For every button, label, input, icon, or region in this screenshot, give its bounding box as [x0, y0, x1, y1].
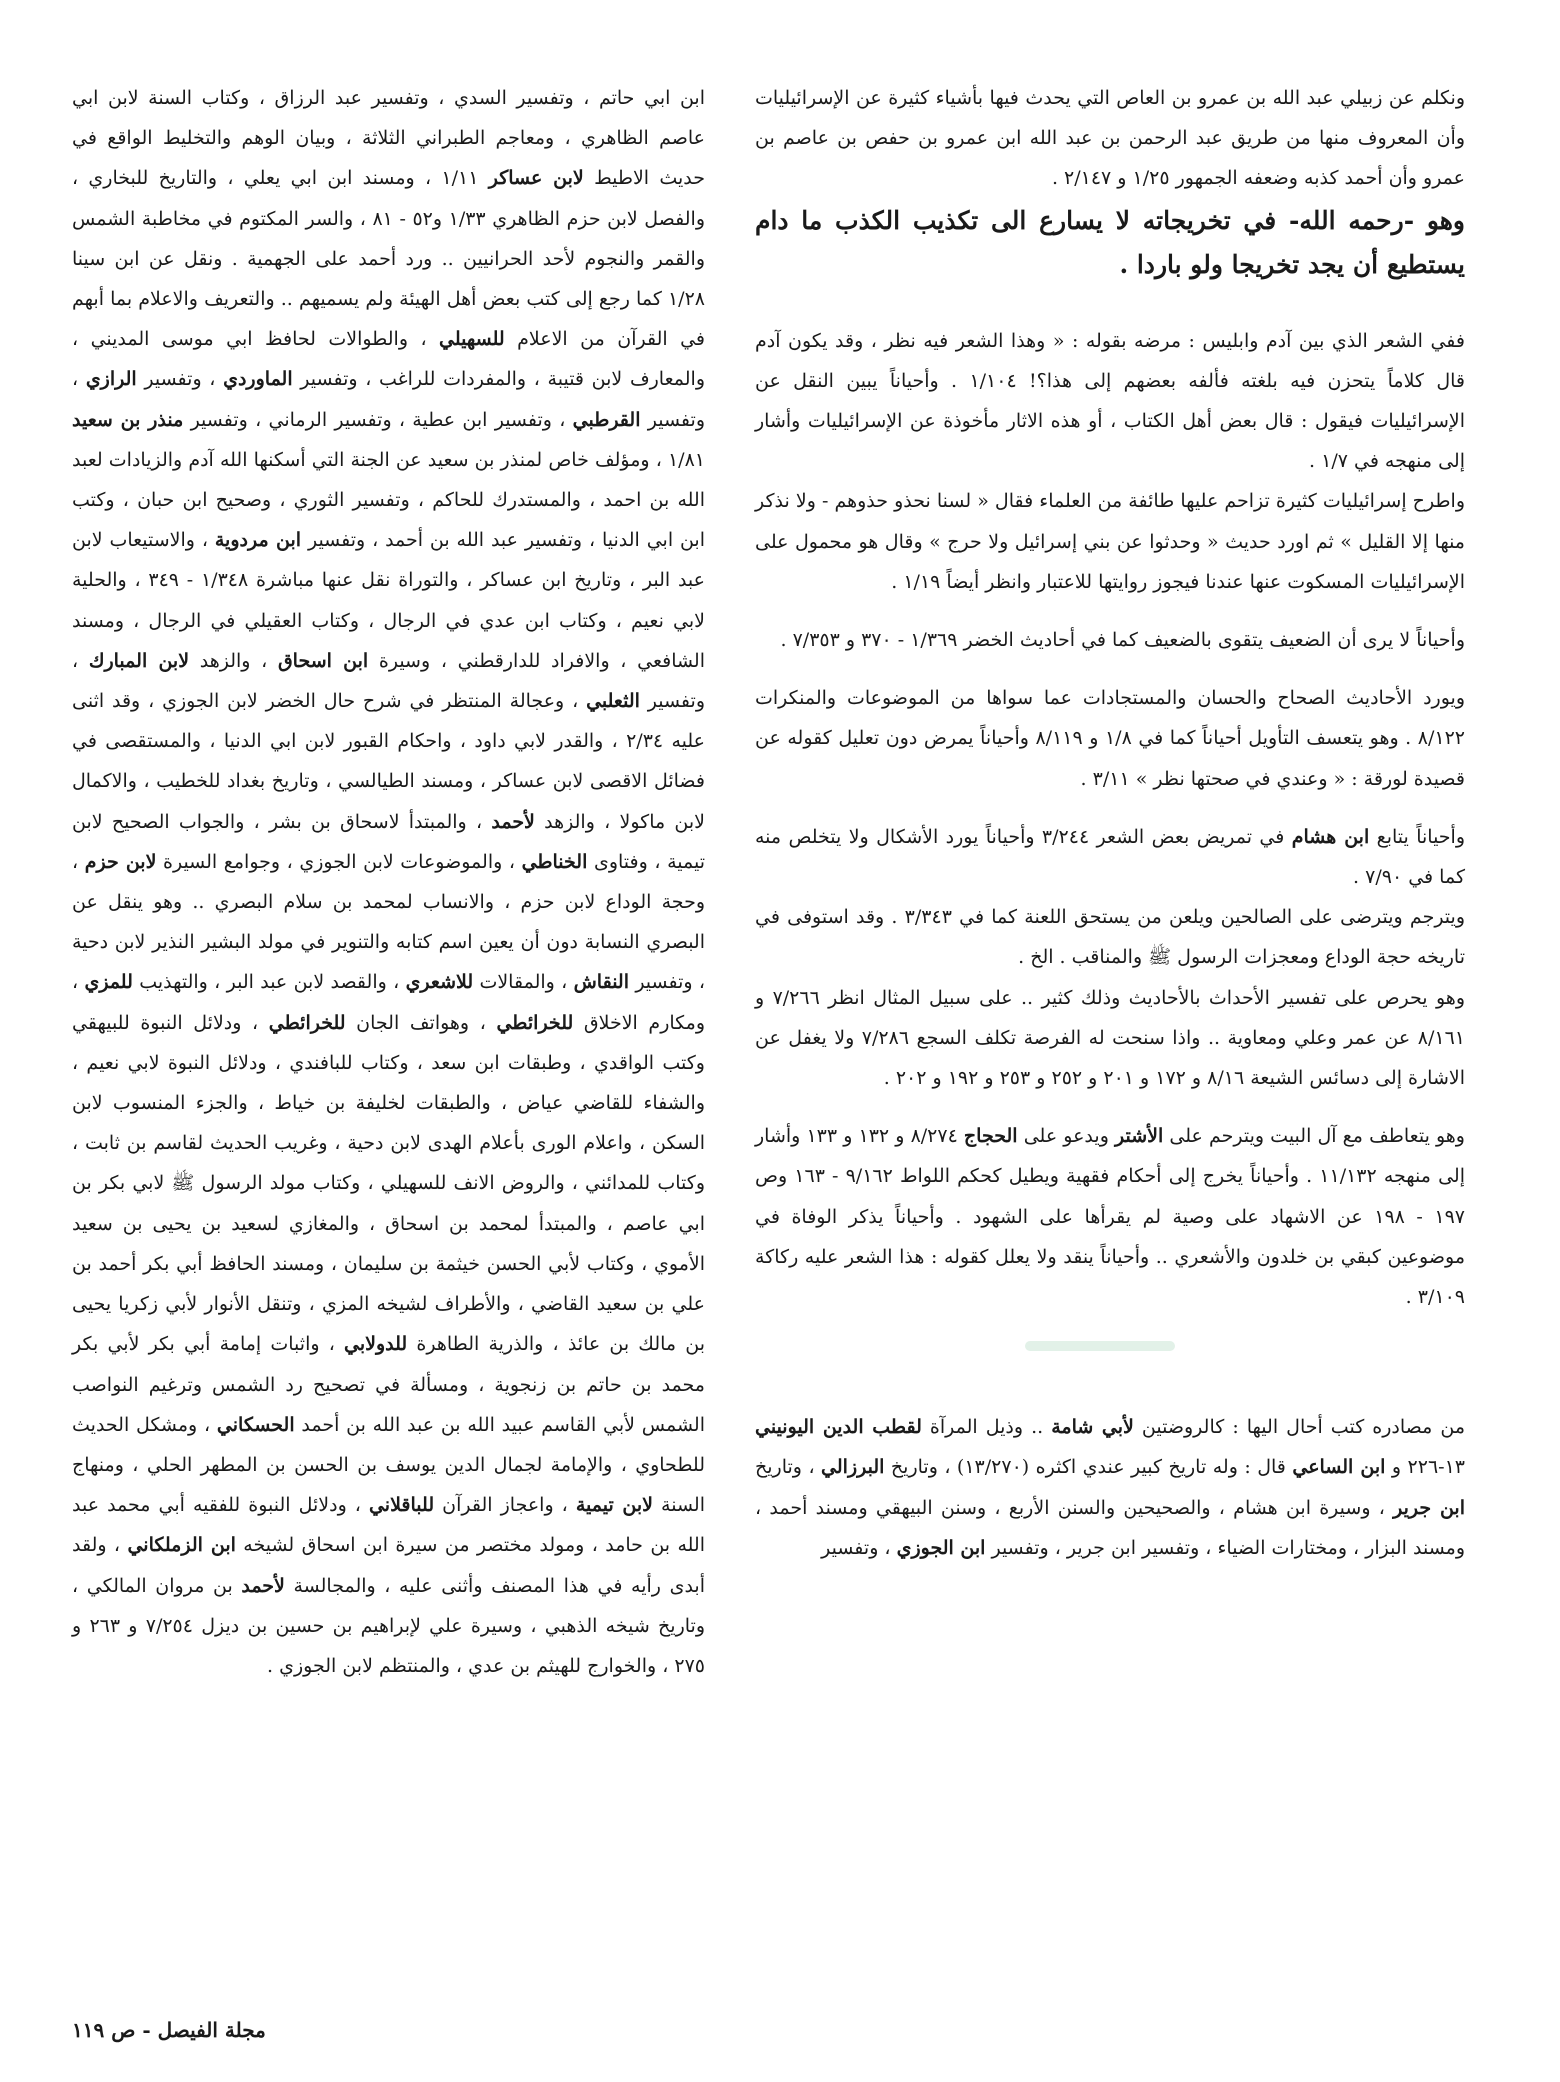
bold-name: الحسكاني	[216, 1413, 295, 1436]
bold-name: للدولابي	[344, 1333, 408, 1356]
spacer	[755, 602, 1465, 620]
bold-name: الرازي	[85, 368, 137, 391]
bold-name: منذر بن سعيد	[72, 408, 184, 431]
bold-name: الماوردي	[223, 368, 293, 391]
bold-name: ابن الساعي	[1292, 1456, 1386, 1479]
bold-name: للاشعري	[405, 971, 474, 994]
bold-name: لأبي شامة	[1051, 1416, 1134, 1439]
paragraph-adam-poetry: ففي الشعر الذي بين آدم وابليس : مرضه بقوله : « وهذا الشعر فيه نظر ، وقد يكون آدم قال كلاماً يتحزن فيه بلغته فألفه بعضهم إلى هذا؟! ١/١٠٤ . وأحياناً يبين النقل عن الإسرائيليات فيقول : قال بعض أهل الكتاب ، أو هذه الاثار مأخوذة عن الإسرائيليات وأشار إلى منهجه في ١/٧ .	[755, 329, 1465, 473]
paragraph-events: وهو يحرص على تفسير الأحداث بالأحاديث وذلك كثير .. على سبيل المثال انظر ٧/٢٦٦ و ٨/١٦١ عن عمر وعلي ومعاوية .. واذا سنحت له الفرصة تكلف السجع ٧/٢٨٦ ولا يغفل عن الاشارة إلى دسائس الشيعة ٨/١٦ و ١٧٢ و ٢٠١ و ٢٥٢ و ٢٥٣ و ١٩٢ و ٢٠٢ .	[755, 986, 1465, 1090]
spacer	[755, 660, 1465, 678]
bold-name: الأشتر	[1115, 1125, 1164, 1148]
bold-name: ابن جرير	[1393, 1496, 1465, 1519]
highlight-quote: وهو -رحمه الله- في تخريجاته لا يسارع الى تكذيب الكذب ما دام يستطيع أن يجد تخريجا ولو باردا .	[755, 205, 1465, 279]
spacer	[755, 1373, 1465, 1407]
bold-name: لأحمد	[491, 810, 535, 833]
spacer	[755, 1098, 1465, 1116]
page-footer: مجلة الفيصل - ص ١١٩	[72, 2018, 266, 2042]
paragraph-ahl-al-bayt: وهو يتعاطف مع آل البيت ويترحم على الأشتر ويدعو على الحجاج ٨/٢٧٤ و ١٣٢ و ١٣٣ وأشار إلى منهجه ١١/١٣٢ . وأحياناً يخرج إلى أحكام فقهية ويطيل كحكم اللواط ٩/١٦٢ - ١٦٣ وص ١٩٧ - ١٩٨ عن الاشهاد على وصية لم يقرأها على الشهود . وأحياناً يذكر الوفاة في موضوعين كبقي بن خلدون والأشعري .. وأحياناً ينقد ولا يعلل كقوله : هذا الشعر عليه ركاكة ٣/١٠٩ .	[755, 1125, 1466, 1309]
bold-name: للسهيلي	[439, 328, 505, 351]
spacer	[755, 799, 1465, 817]
bold-name: لأحمد	[241, 1574, 285, 1597]
paragraph-weak-hadith: وأحياناً لا يرى أن الضعيف يتقوى بالضعيف كما في أحاديث الخضر ١/٣٦٩ - ٣٧٠ و ٧/٣٥٣ .	[780, 629, 1465, 652]
spacer	[755, 287, 1465, 321]
bold-name: القرطبي	[572, 408, 641, 431]
bold-name: للخرائطي	[268, 1011, 346, 1034]
left-column	[72, 78, 705, 1686]
bold-name: ابن هشام	[1291, 825, 1370, 848]
right-column	[755, 78, 1465, 1568]
bold-name: للمزي	[84, 971, 133, 994]
paragraph-sahih-hadith: ويورد الأحاديث الصحاح والحسان والمستجادات عما سواها من الموضوعات والمنكرات ٨/١٢٢ . وهو يتعسف التأويل أحياناً كما في ١/٨ و ٨/١١٩ وأحياناً يمرض دون تعليل كقوله عن قصيدة لورقة : « وعندي في صحتها نظر » ٣/١١ .	[755, 687, 1466, 790]
bold-name: ابن اسحاق	[277, 649, 369, 672]
bold-name: النقاش	[573, 971, 629, 994]
bold-name: ابن مردوية	[214, 529, 302, 552]
faded-heading	[755, 1317, 1465, 1373]
bold-name: لابن تيمية	[575, 1494, 653, 1517]
faded-heading-mark	[1025, 1341, 1175, 1351]
bold-name: للباقلاني	[368, 1494, 435, 1517]
bold-name: للخرائطي	[496, 1011, 574, 1034]
bold-name: ابن الزملكاني	[127, 1534, 236, 1557]
paragraph-abdullah-ibn-amr: ونكلم عن زبيلي عبد الله بن عمرو بن العاص التي يحدث فيها بأشياء كثيرة عن الإسرائيليات وأن المعروف منها من طريق عبد الرحمن بن عبد الله ابن عمرو بن حفص بن عاصم بن عمرو وأن أحمد كذبه وضعفه الجمهور ١/٢٥ و ٢/١٤٧ .	[755, 87, 1465, 190]
paragraph-source-list: ابن ابي حاتم ، وتفسير السدي ، وتفسير عبد الرزاق ، وكتاب السنة لابن ابي عاصم الظاهري ، ومعاجم الطبراني الثلاثة ، وبيان الوهم والتخليط الواقع في حديث الاطيط لابن عساكر ١/١١ ، ومسند ابن ابي يعلي ، والتاريخ للبخاري ، والفصل لابن حزم الظاهري ١/٣٣ و٥٢ - ٨١ ، والسر المكتوم في مخاطبة الشمس والقمر والنجوم لأحد الحرانيين .. ورد أحمد على الجهمية . ونقل عن ابن سينا ١/٢٨ كما رجع إلى كتب بعض أهل الهيئة ولم يسميهم .. والتعريف والاعلام بما أبهم في القرآن من الاعلام للسهيلي ، والطوالات لحافظ ابي موسى المديني ، والمعارف لابن قتيبة ، والمفردات للراغب ، وتفسير الماوردي ، وتفسير الرازي ، وتفسير القرطبي ، وتفسير ابن عطية ، وتفسير الرماني ، وتفسير منذر بن سعيد ١/٨١ ، ومؤلف خاص لمنذر بن سعيد عن الجنة التي أسكنها الله آدم والزيادات لعبد الله بن احمد ، والمستدرك للحاكم ، وتفسير الثوري ، وصحيح ابن حبان ، وكتب ابن ابي الدنيا ، وتفسير عبد الله بن أحمد ، وتفسير ابن مردوية ، والاستيعاب لابن عبد البر ، وتاريخ ابن عساكر ، والتوراة نقل عنها مباشرة ١/٣٤٨ - ٣٤٩ ، والحلية لابي نعيم ، وكتاب ابن عدي في الرجال ، وكتاب العقيلي في الرجال ، ومسند الشافعي ، والافراد للدارقطني ، وسيرة ابن اسحاق ، والزهد لابن المبارك ، وتفسير الثعلبي ، وعجالة المنتظر في شرح حال الخضر لابن الجوزي ، وقد اثنى عليه ٢/٣٤ ، والقدر لابي داود ، واحكام القبور لابن ابي الدنيا ، والمستقصى في فضائل الاقصى لابن عساكر ، ومسند الطيالسي ، وتاريخ بغداد للخطيب ، والاكمال لابن ماكولا ، والزهد لأحمد ، والمبتدأ لاسحاق بن بشر ، والجواب الصحيح لابن تيمية ، وفتاوى الخناطي ، والموضوعات لابن الجوزي ، وجوامع السيرة لابن حزم ، وحجة الوداع لابن حزم ، والانساب لمحمد بن سلام البصري .. وهو ينقل عن البصري النسابة دون أن يعين اسم كتابه والتنوير في مولد البشير النذير لابن دحية ، وتفسير النقاش ، والمقالات للاشعري ، والقصد لابن عبد البر ، والتهذيب للمزي ، ومكارم الاخلاق للخرائطي ، وهواتف الجان للخرائطي ، ودلائل النبوة للبيهقي وكتب الواقدي ، وطبقات ابن سعد ، وكتاب للبافندي ، ودلائل النبوة لابي نعيم ، والشفاء للقاضي عياض ، والطبقات لخليفة بن خياط ، والجزء المنسوب لابن السكن ، واعلام الورى بأعلام الهدى لابن دحية ، وغريب الحديث لقاسم بن ثابت ، وكتاب للمدائني ، والروض الانف للسهيلي ، وكتاب مولد الرسول ﷺ لابي بكر بن ابي عاصم ، والمبتدأ لمحمد بن اسحاق ، والمغازي لسعيد بن يحيى بن سعيد الأموي ، وكتاب لأبي الحسن خيثمة بن سليمان ، ومسند الحافظ أبي بكر أحمد بن علي بن سعيد القاضي ، والأطراف لشيخه المزي ، وتنقل الأنوار لأبي زكريا يحيى بن مالك بن عائذ ، والذرية الطاهرة للدولابي ، واثبات إمامة أبي بكر لأبي بكر محمد بن حاتم بن زنجوية ، ومسألة في تصحيح رد الشمس وترغيم النواصب الشمس لأبي القاسم عبيد الله بن عبد الله بن أحمد الحسكاني ، ومشكل الحديث للطحاوي ، والإمامة لجمال الدين يوسف بن الحسن بن المطهر الحلي ، ومنهاج السنة لابن تيمية ، واعجاز القرآن للباقلاني ، ودلائل النبوة للفقيه أبي محمد عبد الله بن حامد ، ومولد مختصر من سيرة ابن اسحاق لشيخه ابن الزملكاني ، ولقد أبدى رأيه في هذا المصنف وأثنى عليه ، والمجالسة لأحمد بن مروان المالكي ، وتاريخ شيخه الذهبي ، وسيرة علي لإبراهيم بن حسين بن ديزل ٧/٢٥٤ و ٢٦٣ و ٢٧٥ ، والخوارج للهيثم بن عدي ، والمنتظم لابن الجوزي .	[72, 87, 706, 1677]
paragraph-ibn-hisham: وأحياناً يتابع ابن هشام في تمريض بعض الشعر ٣/٢٤٤ وأحياناً يورد الأشكال ولا يتخلص منه كما في ٧/٩٠ .	[755, 825, 1466, 889]
bold-name: لابن عساكر	[488, 167, 584, 190]
bold-name: لقطب الدين اليونيني	[755, 1416, 922, 1439]
paragraph-israiliyyat: واطرح إسرائيليات كثيرة تزاحم عليها طائفة من العلماء فقال « لسنا نحذو حذوهم - ولا نذكر منها إلا القليل » ثم اورد حديث « وحدثوا عن بني إسرائيل ولا حرج » وقال هو محمول على الإسرائيليات المسكوت عنها عندنا فيجوز روايتها للاعتبار وانظر أيضاً ١/١٩ .	[755, 490, 1465, 593]
bold-name: ابن الجوزي	[896, 1536, 986, 1559]
bold-name: لابن حزم	[84, 850, 157, 873]
bold-name: الخناطي	[521, 850, 588, 873]
bold-name: الحجاج	[963, 1125, 1018, 1148]
paragraph-translation: ويترجم ويترضى على الصالحين ويلعن من يستحق اللعنة كما في ٣/٣٤٣ . وقد استوفى في تاريخه حجة الوداع ومعجزات الرسول ﷺ والمناقب . الخ .	[755, 906, 1465, 969]
paragraph-sources: من مصادره كتب أحال اليها : كالروضتين لأبي شامة .. وذيل المرآة لقطب الدين اليونيني ١٣-٢٢٦ و ابن الساعي قال : وله تاريخ كبير عندي اكثره (١٣/٢٧٠) ، وتاريخ البرزالي ، وتاريخ ابن جرير ، وسيرة ابن هشام ، والصحيحين والسنن الأربع ، وسنن البيهقي ومسند أحمد ، ومسند البزار ، ومختارات الضياء ، وتفسير ابن جرير ، وتفسير ابن الجوزي ، وتفسير	[755, 1416, 1466, 1559]
bold-name: الثعلبي	[586, 690, 640, 713]
bold-name: البرزالي	[821, 1456, 885, 1479]
bold-name: لابن المبارك	[88, 649, 190, 672]
